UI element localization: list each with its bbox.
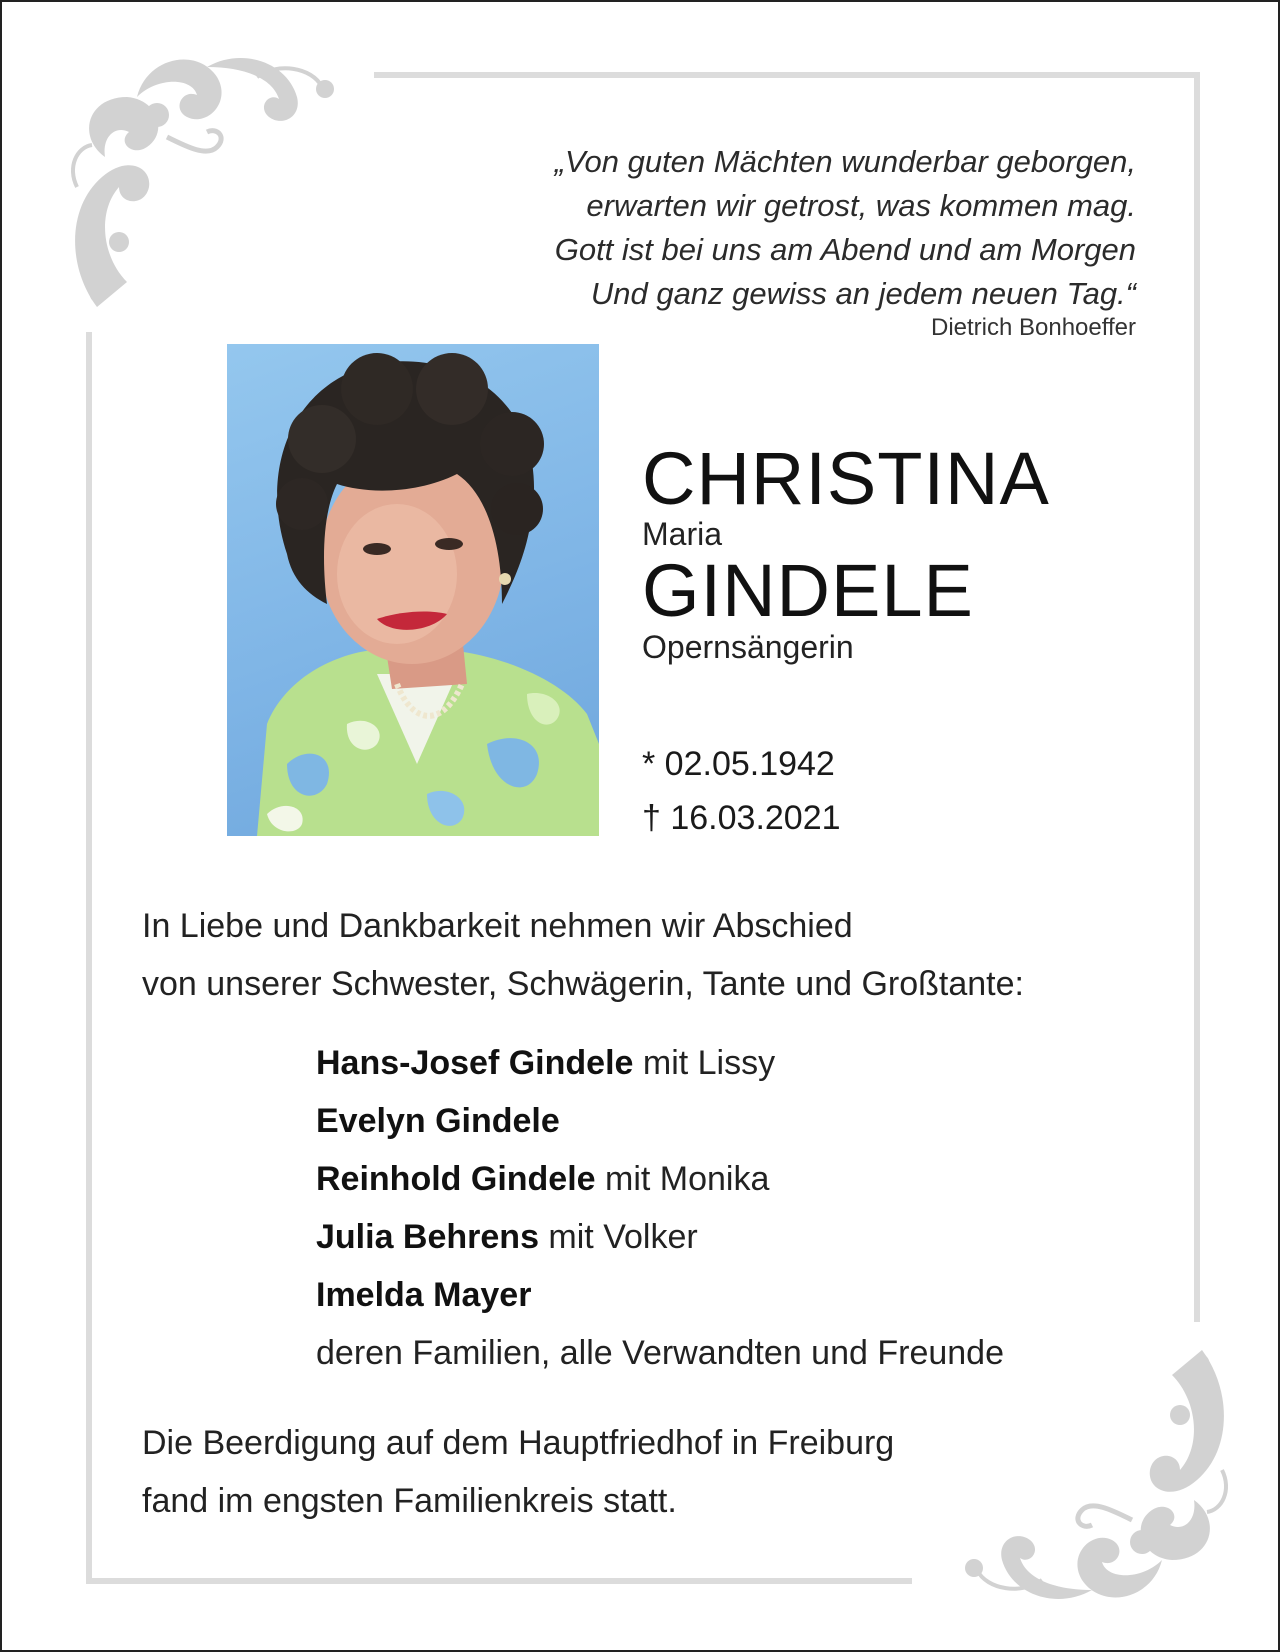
mourner-name: Julia Behrens	[316, 1218, 539, 1256]
list-item	[316, 1150, 1004, 1208]
deceased-name-block	[642, 437, 1050, 668]
mourner-suffix: mit Volker	[538, 1218, 698, 1256]
mourner-suffix: mit Lissy	[633, 1044, 776, 1082]
list-item	[316, 1208, 1004, 1266]
list-item	[316, 1034, 1004, 1092]
mourner-name: Reinhold Gindele	[316, 1160, 596, 1198]
birth-date: * 02.05.1942	[642, 745, 835, 783]
quote-line: Und ganz gewiss an jedem neuen Tag.“	[590, 276, 1136, 311]
portrait-photo	[227, 344, 599, 836]
first-name: CHRISTINA	[642, 437, 1050, 520]
bottom-right-ornament-icon	[952, 1340, 1242, 1620]
list-item	[316, 1092, 1004, 1150]
death-date: † 16.03.2021	[642, 799, 841, 837]
funeral-notice	[142, 1414, 894, 1530]
mourners-list	[316, 1034, 1004, 1382]
frame-left-line	[86, 332, 92, 1584]
mourner-name: Evelyn Gindele	[316, 1102, 560, 1140]
frame-bottom-line	[86, 1578, 912, 1584]
middle-name: Maria	[642, 516, 723, 552]
top-left-ornament-icon	[57, 37, 347, 312]
list-item	[316, 1266, 1004, 1324]
mourner-suffix: mit Monika	[595, 1160, 770, 1198]
frame-right-line	[1194, 72, 1200, 1322]
quote-line: „Von guten Mächten wunderbar geborgen,	[554, 144, 1136, 179]
life-dates	[642, 737, 841, 845]
mourners-footer: deren Familien, alle Verwandten und Freunde	[316, 1334, 1004, 1372]
bible-quote	[376, 140, 1136, 316]
mourner-name: Imelda Mayer	[316, 1276, 532, 1314]
frame-top-line	[374, 72, 1200, 78]
closing-line: fand im engsten Familienkreis statt.	[142, 1482, 677, 1520]
intro-line: von unserer Schwester, Schwägerin, Tante und Großtante:	[142, 965, 1024, 1003]
mourner-name: Hans-Josef Gindele	[316, 1044, 634, 1082]
quote-line: Gott ist bei uns am Abend und am Morgen	[554, 232, 1136, 267]
last-name: GINDELE	[642, 549, 974, 632]
quote-author: Dietrich Bonhoeffer	[930, 314, 1136, 341]
profession: Opernsängerin	[642, 629, 854, 665]
quote-line: erwarten wir getrost, was kommen mag.	[586, 188, 1136, 223]
closing-line: Die Beerdigung auf dem Hauptfriedhof in Freiburg	[142, 1424, 895, 1462]
intro-line: In Liebe und Dankbarkeit nehmen wir Abschied	[142, 907, 853, 945]
farewell-intro	[142, 897, 1024, 1013]
